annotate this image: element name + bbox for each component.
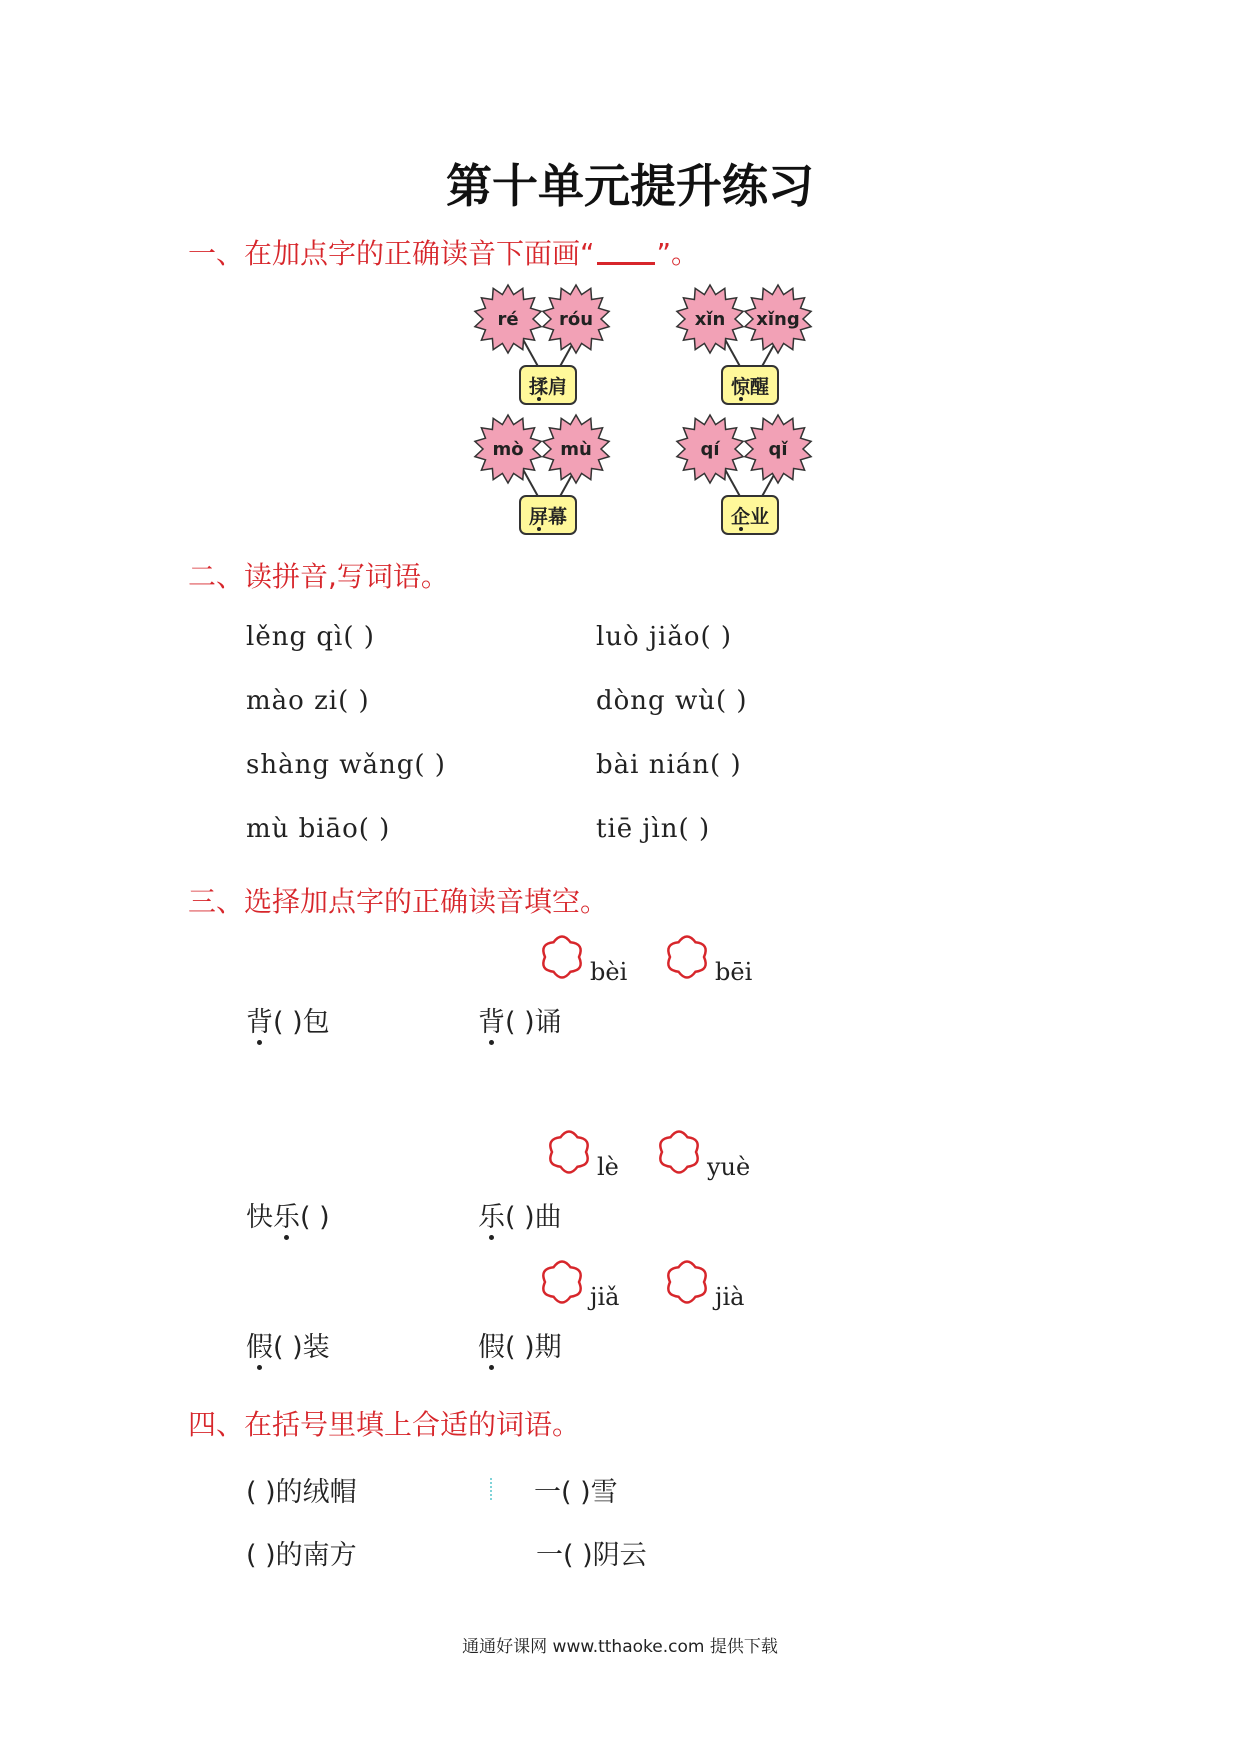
pinyin-item: lěng qì( ) [246, 622, 375, 652]
fill-item [478, 1195, 562, 1234]
fill-rest: ( )诵 [505, 1007, 562, 1038]
reading-option[interactable]: qí [700, 438, 720, 460]
flower-icon [660, 930, 715, 985]
fill-phrase: ( )的南方 [246, 1540, 357, 1571]
dotted-char: 假 [246, 1332, 273, 1363]
footer-source: 通通好课网 www.tthaoke.com 提供下载 [462, 1637, 778, 1657]
fill-phrase: ( )的绒帽 [246, 1477, 357, 1508]
reading-option: jià [715, 1283, 745, 1311]
divider [490, 1478, 494, 1500]
flower-icon [535, 1255, 590, 1310]
fill-item [478, 1000, 562, 1039]
section-2-heading: 二、读拼音,写词语。 [188, 560, 449, 593]
emphasis-dot [537, 527, 541, 531]
pinyin-item: luò jiǎo( ) [596, 622, 733, 652]
flower-icon [652, 1125, 707, 1180]
emphasis-dot [739, 397, 743, 401]
reading-option[interactable]: qǐ [768, 438, 788, 460]
target-word-box [519, 495, 577, 535]
emphasis-dot [537, 397, 541, 401]
dotted-char: 乐 [273, 1202, 300, 1233]
dotted-char: 假 [478, 1332, 505, 1363]
reading-option[interactable]: róu [558, 308, 594, 330]
reading-option[interactable]: xǐn [694, 308, 726, 330]
pinyin-item: mù biāo( ) [246, 814, 391, 844]
fill-item [478, 1325, 562, 1364]
fill-item [246, 1000, 330, 1039]
target-word: 揉肩 [528, 375, 567, 398]
target-word-box [721, 365, 779, 405]
target-word: 惊醒 [730, 375, 769, 398]
section-3-heading: 三、选择加点字的正确读音填空。 [188, 885, 609, 918]
target-word-box [519, 365, 577, 405]
reading-option[interactable]: xǐng [756, 308, 800, 330]
pinyin-item: bài nián( ) [596, 750, 742, 780]
page-title: 第十单元提升练习 [446, 159, 814, 213]
target-word: 屏幕 [528, 505, 567, 528]
reading-option: bèi [590, 958, 628, 986]
fill-rest: ( ) [300, 1202, 330, 1233]
reading-option: jiǎ [590, 1283, 620, 1311]
reading-option[interactable]: ré [497, 308, 519, 330]
reading-option: yuè [707, 1153, 751, 1181]
pinyin-item: dòng wù( ) [596, 686, 748, 716]
dotted-char: 背 [246, 1007, 273, 1038]
flower-icon [535, 930, 590, 985]
section-1-suffix: ”。 [656, 237, 700, 270]
underline-mark [597, 240, 655, 265]
flower-icon [660, 1255, 715, 1310]
fill-phrase: 一( )阴云 [536, 1540, 647, 1571]
reading-option: lè [597, 1153, 619, 1181]
fill-rest: ( )装 [273, 1332, 330, 1363]
fill-item [246, 1325, 330, 1364]
reading-option[interactable]: mù [560, 438, 592, 460]
target-word-box [721, 495, 779, 535]
flower-icon [542, 1125, 597, 1180]
section-4-heading: 四、在括号里填上合适的词语。 [188, 1408, 581, 1441]
fill-rest: ( )曲 [505, 1202, 562, 1233]
fill-phrase: 一( )雪 [534, 1477, 618, 1508]
section-1-prefix: 一、在加点字的正确读音下面画“ [188, 237, 595, 270]
pinyin-item: mào zi( ) [246, 686, 370, 716]
fill-rest: ( )包 [273, 1007, 330, 1038]
fill-head: 快 [246, 1202, 273, 1233]
pinyin-item: shàng wǎng( ) [246, 750, 446, 780]
emphasis-dot [739, 527, 743, 531]
target-word: 企业 [730, 505, 769, 528]
fill-rest: ( )期 [505, 1332, 562, 1363]
reading-option[interactable]: mò [492, 438, 524, 460]
reading-option: bēi [715, 958, 753, 986]
dotted-char: 背 [478, 1007, 505, 1038]
section-1-heading [188, 232, 699, 272]
pinyin-item: tiē jìn( ) [596, 814, 711, 844]
dotted-char: 乐 [478, 1202, 505, 1233]
fill-item [246, 1195, 330, 1234]
